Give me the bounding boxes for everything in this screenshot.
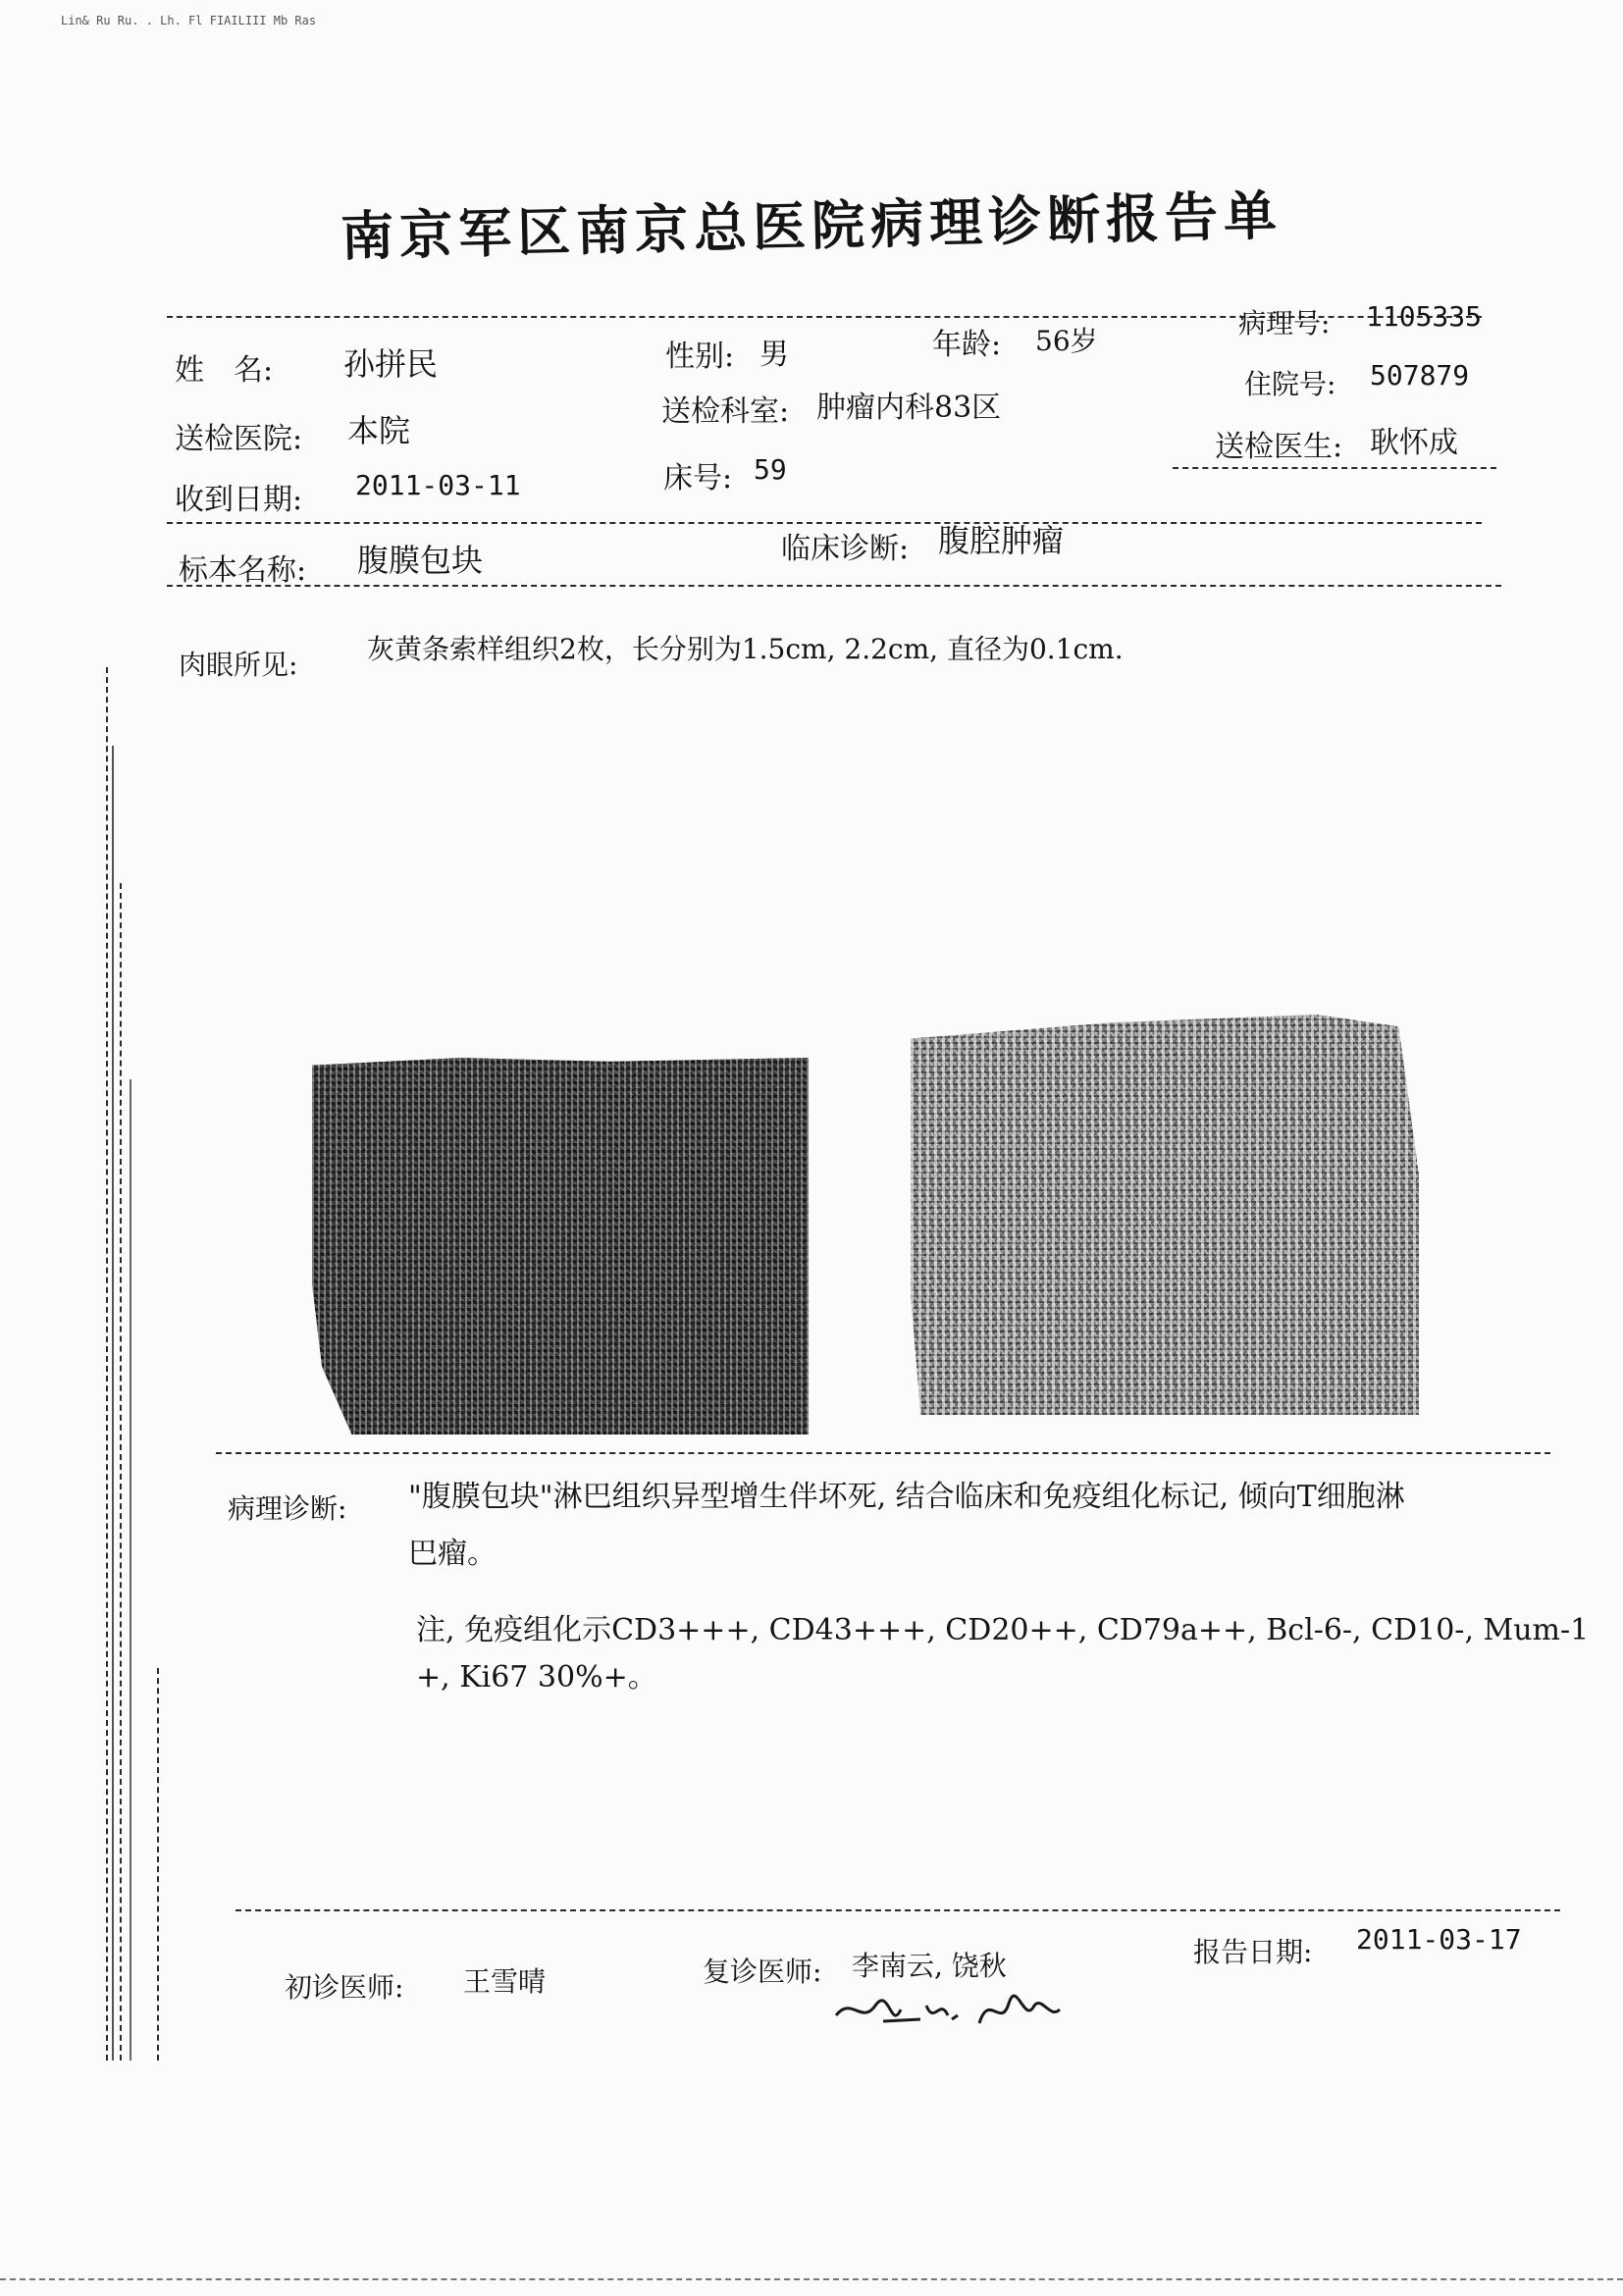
specimen-value: 腹膜包块: [357, 542, 484, 579]
margin-line-1: [106, 667, 108, 2061]
sex-label: 性别:: [665, 339, 735, 374]
received-value: 2011-03-11: [355, 469, 521, 501]
hospital-value: 本院: [347, 412, 411, 449]
diagnosis-rule: [216, 1452, 1550, 1454]
specimen-label: 标本名称:: [179, 553, 307, 588]
gross-label: 肉眼所见:: [179, 649, 298, 681]
header-rule-bottom: [167, 585, 1501, 587]
doctor-label: 送检医生:: [1215, 430, 1343, 464]
doctor-value: 耿怀成: [1370, 426, 1458, 460]
age-label: 年龄:: [932, 328, 1002, 362]
department-label: 送检科室:: [661, 394, 790, 429]
pathology-no-value: 1105335: [1366, 300, 1483, 333]
review-doctor-label: 复诊医师:: [703, 1956, 822, 1988]
doctor-rule: [1173, 467, 1496, 469]
margin-line-5: [157, 1668, 159, 2061]
diagnosis-note1: 注, 免疫组化示CD3+++, CD43+++, CD20++, CD79a++, Bcl-6-, CD10-, Mum-1: [416, 1613, 1590, 1647]
margin-line-3: [120, 883, 122, 2061]
diagnosis-label: 病理诊断:: [228, 1492, 347, 1525]
margin-line-2: [112, 746, 114, 2061]
review-signature: [832, 1986, 1068, 2041]
micrograph-right: [911, 1015, 1419, 1415]
clinical-value: 腹腔肿瘤: [938, 522, 1065, 559]
age-value: 56岁: [1035, 325, 1098, 357]
received-label: 收到日期:: [175, 483, 303, 517]
department-value: 肿瘤内科83区: [816, 391, 1002, 425]
diagnosis-line2: 巴瘤。: [408, 1537, 497, 1571]
diagnosis-line1: "腹膜包块"淋巴组织异型增生伴坏死, 结合临床和免疫组化标记, 倾向T细胞淋: [408, 1480, 1405, 1514]
hospital-label: 送检医院:: [175, 422, 303, 456]
bed-value: 59: [754, 453, 787, 486]
initial-doctor-value: 王雪晴: [463, 1965, 547, 1998]
initial-doctor-label: 初诊医师:: [285, 1971, 404, 2004]
name-value: 孙拼民: [343, 345, 439, 383]
diagnosis-note2: +, Ki67 30%+。: [416, 1660, 657, 1695]
footer-rule: [236, 1909, 1560, 1911]
header-noise: Lin& Ru Ru. . Lh. Fl FIAILIII Mb Ras: [61, 14, 317, 27]
sex-value: 男: [759, 338, 789, 372]
report-title: 南京军区南京总医院病理诊断报告单: [340, 183, 1283, 268]
micrograph-left: [312, 1058, 809, 1435]
bed-label: 床号:: [663, 461, 733, 496]
report-date-value: 2011-03-17: [1356, 1923, 1522, 1956]
clinical-label: 临床诊断:: [781, 532, 910, 566]
margin-line-4: [130, 1079, 131, 2061]
report-date-label: 报告日期:: [1193, 1936, 1313, 1968]
page-bottom-rule: [0, 2278, 1623, 2280]
pathology-no-label: 病理号:: [1238, 307, 1331, 339]
inpatient-no-value: 507879: [1370, 359, 1470, 391]
gross-text: 灰黄条索样组织2枚，长分别为1.5cm, 2.2cm, 直径为0.1cm.: [367, 633, 1124, 665]
inpatient-no-label: 住院号:: [1244, 368, 1336, 400]
name-label: 姓 名:: [175, 353, 274, 388]
review-doctor-value: 李南云, 饶秋: [852, 1950, 1007, 1982]
